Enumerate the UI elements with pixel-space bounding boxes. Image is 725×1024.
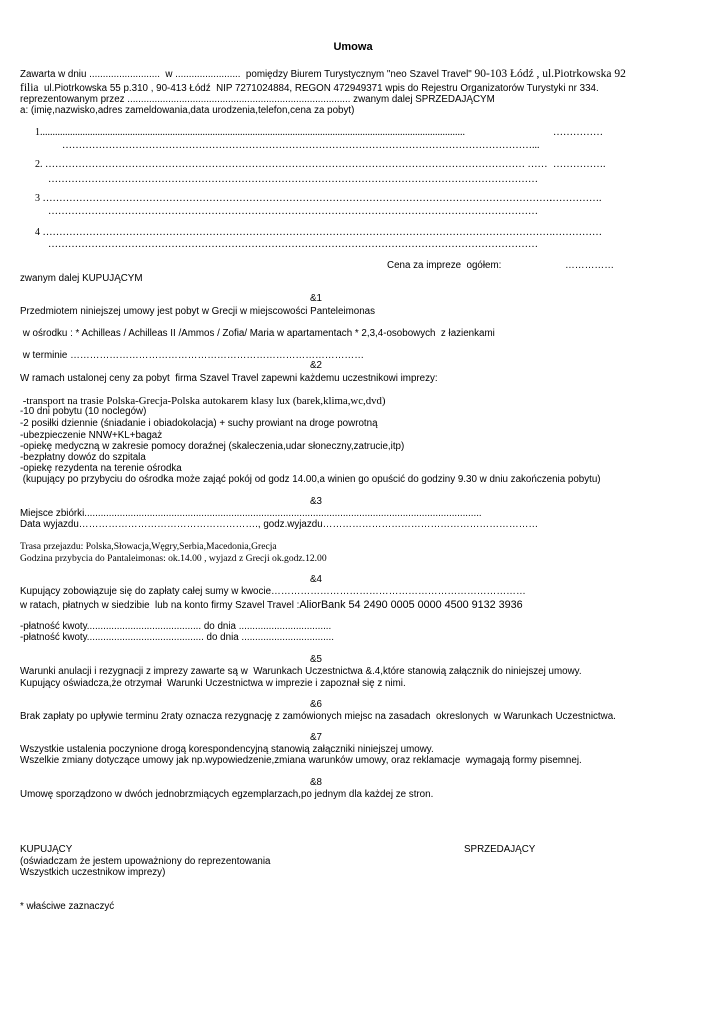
section-1-heading: &1 xyxy=(310,293,322,304)
header-line-1 xyxy=(20,67,626,82)
section-2-intro: W ramach ustalonej ceny za pobyt firma Szavel Travel zapewni każdemu uczestnikowi imprezy: xyxy=(20,373,438,384)
contract-date-place-text: Zawarta w dniu .......................... w ........................ pomiędzy Biurem Turystycznym "neo Szavel Travel" xyxy=(20,69,475,80)
participant-4-row-2: ………………………………………………………………………………………………………………………………… xyxy=(48,239,538,250)
arrival-line: Godzina przybycia do Pantaleimonas: ok.14.00 , wyjazd z Grecji ok.godz.12.00 xyxy=(20,553,327,564)
section-4-heading: &4 xyxy=(310,574,322,585)
section-6-line: Brak zapłaty po upływie terminu 2raty oznacza rezygnację z zamówionych miejsc na zasadach okreslonych w Warunkach Uczestnictwa. xyxy=(20,711,616,722)
section-2-transport: -transport na trasie Polska-Grecja-Polska autokarem klasy lux (barek,klima,wc,dvd) xyxy=(20,395,386,407)
section-7-line: Wszelkie zmiany dotyczące umowy jak np.wypowiedzenie,zmiana warunków umowy, oraz reklamacje wymagają formy pisemnej. xyxy=(20,755,582,766)
participant-fields-hint: a: (imię,nazwisko,adres zameldowania,data urodzenia,telefon,cena za pobyt) xyxy=(20,105,355,116)
installments-line xyxy=(20,598,523,613)
section-7-heading: &7 xyxy=(310,732,322,743)
participant-3-price: ……………. xyxy=(549,193,602,204)
section-1-term: w terminie ……………………………………………………………………………… xyxy=(20,350,364,361)
section-2-item: -opiekę medyczną w zakresie pomocy doraźnej (skaleczenia,udar słoneczny,zatrucie,itp) xyxy=(20,441,405,452)
bank-account: AliorBank 54 2490 0005 0000 4500 9132 3936 xyxy=(299,599,523,611)
participant-3-row-2: ………………………………………………………………………………………………………………………………… xyxy=(48,206,538,217)
participant-2-price: ……………. xyxy=(553,159,606,170)
buyer-declaration-line: (oświadczam że jestem upoważniony do reprezentowania xyxy=(20,856,271,867)
participant-3-row-1: 3 ……………………………………………………………………………………………………………………………………… xyxy=(35,193,553,204)
payment-2-line: -płatność kwoty........................................... do dnia .................................. xyxy=(20,632,334,643)
section-8-line: Umowę sporządzono w dwóch jednobrzmiących egzemplarzach,po jednym dla każdej ze stron. xyxy=(20,789,434,800)
total-price-value: …………… xyxy=(565,260,614,271)
participant-1-row-2: ……………………………………………………………………………………………………………………………... xyxy=(62,140,540,151)
section-7-line: Wszystkie ustalenia poczynione drogą korespondencyjną stanowią załączniki niniejszej umowy. xyxy=(20,744,434,755)
participant-4-price: …………… xyxy=(552,227,602,238)
seller-address: 90-103 Łódź , ul.Piotrkowska 92 xyxy=(474,68,626,80)
section-8-heading: &8 xyxy=(310,777,322,788)
participant-4-row-1: 4 ……………………………………………………………………………………………………………………………………… xyxy=(35,227,553,238)
section-1-resort: w ośrodku : * Achilleas / Achilleas II /Ammos / Zofia/ Maria w apartamentach * 2,3,4-osobowych z łazienkami xyxy=(20,328,495,339)
buyer-signature-label: KUPUJĄCY xyxy=(20,844,73,855)
branch-label: filia xyxy=(20,82,39,94)
seller-signature-label: SPRZEDAJĄCY xyxy=(464,844,536,855)
branch-details: ul.Piotrkowska 55 p.310 , 90-413 Łódź NIP 7271024884, REGON 472949371 wpis do Rejestru Organizatorów Turystyki nr 334. xyxy=(38,83,599,94)
section-2-note: (kupujący po przybyciu do ośrodka może zająć pokój od godz 14.00,a winien go opuścić do godziny 9.30 w dniu zakończenia pobytu) xyxy=(20,474,601,485)
section-2-item: -2 posiłki dziennie (śniadanie i obiadokolacja) + suchy prowiant na droge powrotną xyxy=(20,418,378,429)
installments-text: w ratach, płatnych w siedzibie lub na konto firmy Szavel Travel : xyxy=(20,600,300,611)
route-line: Trasa przejazdu: Polska,Słowacja,Węgry,Serbia,Macedonia,Grecja xyxy=(20,541,277,552)
participant-2-row-2: ………………………………………………………………………………………………………………………………… xyxy=(48,174,538,185)
buyer-declaration-line: Wszystkich uczestnikow imprezy) xyxy=(20,867,166,878)
footnote: * właściwe zaznaczyć xyxy=(20,901,115,912)
buyer-designation: zwanym dalej KUPUJĄCYM xyxy=(20,273,143,284)
section-5-line: Kupujący oświadcza,że otrzymał Warunki Uczestnictwa w imprezie i zapoznał się z nimi. xyxy=(20,678,406,689)
section-2-item: -10 dni pobytu (10 noclegów) xyxy=(20,406,147,417)
payment-amount-line: Kupujący zobowiązuje się do zapłaty całej sumy w kwocie…………………………………………………………………… xyxy=(20,586,526,597)
representative-line: reprezentowanym przez .................................................................................. zwanym dalej SPRZEDAJĄCYM xyxy=(20,94,495,105)
total-price-label: Cena za impreze ogółem: xyxy=(387,260,502,271)
participant-2-row-1: 2. ……………………………………………………………………………………………………………………………… …… xyxy=(35,159,548,170)
payment-1-line: -płatność kwoty.......................................... do dnia .................................. xyxy=(20,621,332,632)
section-2-item: -opiekę rezydenta na terenie ośrodka xyxy=(20,463,182,474)
section-1-subject: Przedmiotem niniejszej umowy jest pobyt w Grecji w miejscowości Panteleimonas xyxy=(20,306,375,317)
participant-1-row-1: 1.......................................................................................................................................................................... xyxy=(35,127,465,138)
section-3-heading: &3 xyxy=(310,496,322,507)
section-2-item: -ubezpieczenie NNW+KL+bagaż xyxy=(20,430,163,441)
section-6-heading: &6 xyxy=(310,699,322,710)
section-2-heading: &2 xyxy=(310,360,322,371)
document-title: Umowa xyxy=(333,41,373,53)
meeting-point-line: Miejsce zbiórki.................................................................................................................................................. xyxy=(20,508,482,519)
section-5-line: Warunki anulacji i rezygnacji z imprezy zawarte są w Warunkach Uczestnictwa &.4,które stanowią załącznik do niniejszej umowy. xyxy=(20,666,582,677)
section-2-item: -bezpłatny dowóz do szpitala xyxy=(20,452,146,463)
participant-1-price: …………… xyxy=(553,127,603,138)
departure-date-line: Data wyjazdu………………………………………………., godz.wyjazdu………………………………………………………… xyxy=(20,519,539,530)
section-5-heading: &5 xyxy=(310,654,322,665)
